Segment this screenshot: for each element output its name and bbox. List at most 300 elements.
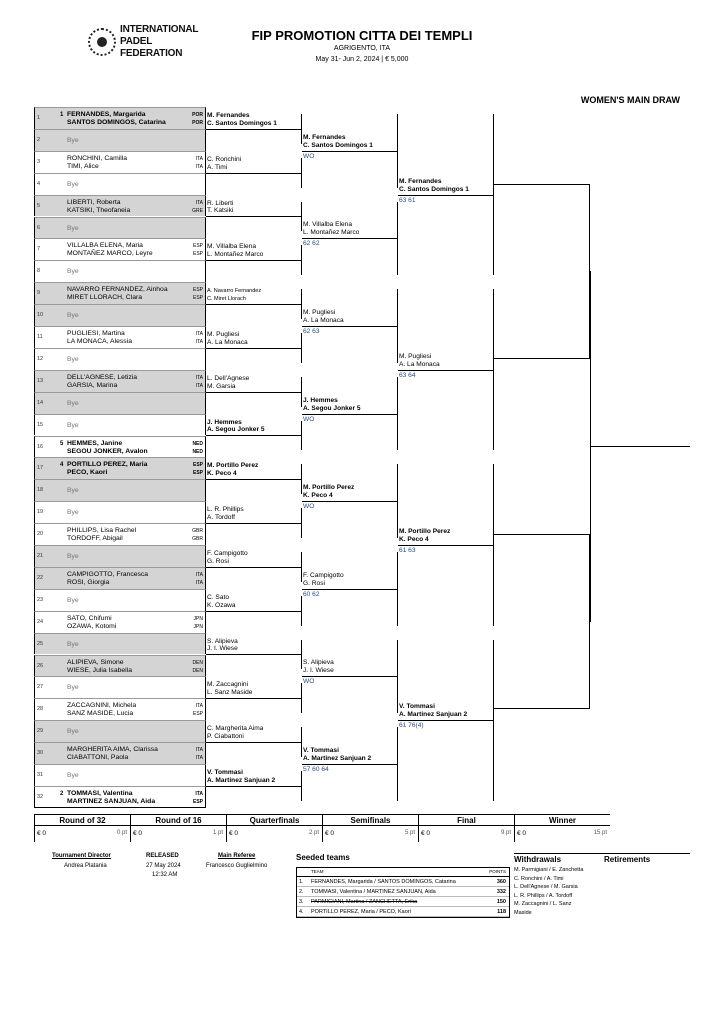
draw-position: 21 xyxy=(37,553,44,559)
country-code: GRE xyxy=(192,207,203,214)
draw-position: 3 xyxy=(37,158,41,165)
player-name: DELL'AGNESE, Letizia xyxy=(67,373,138,381)
team-player: C. Santos Domingos 1 xyxy=(303,141,373,149)
released-time: 12:32 AM xyxy=(152,872,178,878)
team-player: K. Peco 4 xyxy=(303,492,333,500)
team-player: R. Liberti xyxy=(207,199,234,207)
withdrawal-item: Maside xyxy=(514,909,532,916)
draw-row xyxy=(34,545,206,567)
withdrawals xyxy=(514,853,604,917)
round-points: 2 pt xyxy=(308,830,319,836)
team-player: G. Rosi xyxy=(207,557,229,565)
match-score: WO xyxy=(303,152,315,160)
seeded-row xyxy=(297,897,509,907)
sf-match xyxy=(398,464,494,625)
result-line xyxy=(206,654,302,655)
bye-label: Bye xyxy=(67,399,79,407)
draw-row xyxy=(34,304,206,326)
sf-match xyxy=(398,289,494,450)
retirements-title: Retirements xyxy=(604,853,690,864)
qf-match xyxy=(302,727,398,801)
bye-label: Bye xyxy=(67,596,79,604)
player-name: ALIPIEVA, Simone xyxy=(67,658,124,666)
team-player: K. Peco 4 xyxy=(399,535,429,543)
team-player: A. Navarro Fernandez xyxy=(207,288,262,295)
match-score: 57 60 64 xyxy=(303,765,329,773)
seed-team: TOMMASI, Valentina / MARTINEZ SANJUAN, Aida xyxy=(311,889,436,895)
player-name: OZAWA, Kotomi xyxy=(67,622,117,630)
result-line xyxy=(302,676,398,677)
bye-label: Bye xyxy=(67,640,79,648)
team-player: M. Portillo Perez xyxy=(207,462,259,470)
round-name: Winner xyxy=(515,814,610,826)
player-name: TIMI, Alice xyxy=(67,162,99,170)
country-code: GBR xyxy=(192,536,203,543)
r16-match xyxy=(206,155,302,188)
draw-position: 19 xyxy=(37,509,44,516)
draw-row xyxy=(34,348,206,370)
round-name: Quarterfinals xyxy=(227,814,322,826)
player-name: PORTILLO PEREZ, Maria xyxy=(67,461,148,469)
country-code: ITA xyxy=(195,374,203,381)
rounds-bar xyxy=(34,814,690,842)
r16-match xyxy=(206,245,302,275)
team-player: A. Timi xyxy=(207,163,228,171)
withdrawal-item: M. Parmigiani / E. Zanchetta xyxy=(514,867,584,873)
team-player: C. Sato xyxy=(207,593,229,601)
draw-position: 31 xyxy=(37,772,44,778)
bye-label: Bye xyxy=(67,312,79,320)
bye-label: Bye xyxy=(67,355,79,363)
country-code: ITA xyxy=(195,331,203,337)
result-line xyxy=(206,173,302,174)
team-player: T. Katsiki xyxy=(207,207,234,215)
round-prize: € 0 xyxy=(133,830,143,837)
team-player: K. Peco 4 xyxy=(207,470,237,478)
round-name: Semifinals xyxy=(323,814,418,826)
draw-row xyxy=(34,655,206,677)
team-player: A. La Monaca xyxy=(207,338,248,346)
country-code: NED xyxy=(192,440,203,447)
team-player: M. Villalba Elena xyxy=(303,221,352,229)
result-line xyxy=(302,589,398,590)
result-line xyxy=(206,742,302,743)
draw-row xyxy=(34,392,206,414)
player-name: CAMPIGOTTO, Francesca xyxy=(67,570,149,578)
result-line xyxy=(398,720,494,721)
director-name: Andrea Platania xyxy=(64,863,107,869)
round-column xyxy=(514,814,610,842)
draw-title: WOMEN'S MAIN DRAW xyxy=(580,95,680,105)
team-player: C. Margherita Aima xyxy=(207,725,264,733)
draw-position: 25 xyxy=(37,640,44,647)
result-line xyxy=(302,151,398,152)
seed-number: 2 xyxy=(60,790,64,797)
player-name: GARSIA, Marina xyxy=(67,381,118,389)
round-column xyxy=(418,814,514,842)
team-player: G. Rosi xyxy=(303,579,325,587)
draw-row xyxy=(34,611,206,633)
bye-label: Bye xyxy=(67,136,79,144)
team-header: TEAM xyxy=(311,869,324,874)
withdrawal-item: L. Dell'Agnese / M. Garsia xyxy=(514,884,578,890)
withdrawal-item: M. Zaccagnini / L. Sanz xyxy=(514,901,572,907)
country-code: ITA xyxy=(195,571,203,578)
seed-number: 1 xyxy=(60,112,64,118)
country-code: ESP xyxy=(192,295,203,302)
draw-position: 32 xyxy=(37,793,44,800)
match-score: 63 64 xyxy=(399,371,416,379)
referee-name: Francesco Guglielmino xyxy=(206,863,268,869)
team-player: F. Campigotto xyxy=(207,549,248,557)
country-code: ITA xyxy=(195,747,203,754)
team-player: S. Alipieva xyxy=(207,637,238,645)
player-name: PECO, Kaori xyxy=(67,469,108,477)
team-player: V. Tommasi xyxy=(303,746,339,754)
team-player: J. Hemmes xyxy=(207,418,242,426)
team-player: M. Pugliesi xyxy=(303,308,336,316)
result-line xyxy=(206,392,302,393)
team-player: F. Campigotto xyxy=(303,571,344,579)
team-player: M. Pugliesi xyxy=(207,330,240,338)
team-player: V. Tommasi xyxy=(207,768,243,776)
bye-label: Bye xyxy=(67,421,79,429)
sf-match xyxy=(398,114,494,275)
draw-position: 22 xyxy=(37,574,44,581)
seed-team: PARMIGIANI, Martina / ZANCHETTA, Erika xyxy=(311,899,418,905)
team-player: J. I. Wiese xyxy=(207,645,238,653)
released-label: RELEASED xyxy=(146,853,179,859)
result-line xyxy=(206,698,302,699)
team-player: L. Dell'Agnese xyxy=(207,374,250,382)
r16-match xyxy=(206,464,302,494)
round-name: Round of 32 xyxy=(35,814,130,826)
country-code: ITA xyxy=(195,579,203,586)
team-player: C. Santos Domingos 1 xyxy=(207,119,277,127)
seeded-header xyxy=(297,868,509,877)
result-line xyxy=(206,479,302,480)
player-name: SEGOU JONKER, Avalon xyxy=(67,447,148,455)
draw-row xyxy=(34,676,206,698)
r16-match xyxy=(206,637,302,670)
r16-match xyxy=(206,330,302,363)
team-player: S. Alipieva xyxy=(303,659,334,667)
draw-row xyxy=(34,238,206,260)
draw-position: 10 xyxy=(37,312,44,319)
draw-position: 26 xyxy=(37,662,44,669)
player-name: KATSIKI, Theofaneia xyxy=(67,206,131,214)
team-player: A. Segou Jonker 5 xyxy=(207,426,265,434)
country-code: ESP xyxy=(192,251,203,258)
result-line xyxy=(206,435,302,436)
bye-label: Bye xyxy=(67,772,79,779)
draw-row xyxy=(34,282,206,304)
player-name: ROSI, Giorgia xyxy=(67,578,110,586)
draw-position: 12 xyxy=(37,355,44,362)
team-player: M. Fernandes xyxy=(303,133,346,141)
bye-label: Bye xyxy=(67,268,79,276)
draw-row xyxy=(34,633,206,655)
country-code: NED xyxy=(192,448,203,455)
r16-match xyxy=(206,549,302,582)
seed-team: FERNANDES, Margarida / SANTOS DOMINGOS, Catarina xyxy=(311,879,456,885)
team-player: V. Tommasi xyxy=(399,703,435,711)
seed-points: 118 xyxy=(497,909,506,915)
player-name: LIBERTI, Roberta xyxy=(67,198,121,206)
r16-match xyxy=(206,111,302,144)
seeded-title: Seeded teams xyxy=(296,853,350,862)
result-line xyxy=(206,523,302,524)
team-player: M. Fernandes xyxy=(207,111,250,119)
result-line xyxy=(206,129,302,130)
qf-match xyxy=(302,289,398,363)
seed-number: 5 xyxy=(60,440,64,447)
seed-points: 150 xyxy=(496,899,506,905)
ipf-logo xyxy=(88,24,198,66)
draw-row xyxy=(34,457,206,479)
draw-row xyxy=(34,217,206,239)
seeded-row xyxy=(297,877,509,887)
round-name: Round of 16 xyxy=(131,814,226,826)
player-name: HEMMES, Janine xyxy=(67,439,123,447)
team-player: A. Tordoff xyxy=(207,514,235,522)
round-prize: € 0 xyxy=(37,830,47,837)
seed-number: 4 xyxy=(60,462,64,469)
seed-index: 1. xyxy=(299,879,304,885)
draw-position: 23 xyxy=(37,596,44,603)
padel-ball-icon xyxy=(88,28,116,56)
draw-row xyxy=(34,151,206,173)
bye-label: Bye xyxy=(67,684,79,692)
team-player: M. Zaccagnini xyxy=(207,681,249,689)
r16-match xyxy=(206,683,302,713)
country-code: JPN xyxy=(193,615,203,622)
player-name: RONCHINI, Camilla xyxy=(67,154,128,162)
team-player: L. R. Phillips xyxy=(207,506,244,514)
match-score: WO xyxy=(303,503,315,511)
player-name: SANTOS DOMINGOS, Catarina xyxy=(67,119,166,126)
draw-position: 16 xyxy=(37,443,44,450)
player-name: NAVARRO FERNANDEZ, Ainhoa xyxy=(67,286,168,294)
match-score: 61 76(4) xyxy=(399,722,424,730)
country-code: JPN xyxy=(193,623,203,630)
qf-match xyxy=(302,377,398,451)
seed-index: 4. xyxy=(299,909,304,915)
player-name: SANZ MASIDE, Lucia xyxy=(67,710,134,718)
draw-position: 2 xyxy=(37,136,41,143)
winner-line xyxy=(590,446,690,447)
draw-row xyxy=(34,720,206,742)
bye-label: Bye xyxy=(67,509,79,517)
country-code: ITA xyxy=(195,199,203,206)
round-points: 5 pt xyxy=(404,830,415,836)
withdrawal-item: L. R. Phillips / A. Tordoff xyxy=(514,892,573,899)
result-line xyxy=(302,501,398,502)
qf-match xyxy=(302,464,398,538)
round-column xyxy=(226,814,322,842)
points-header: POINTS xyxy=(489,869,506,874)
round-prize: € 0 xyxy=(421,830,431,837)
result-line xyxy=(302,414,398,415)
qf-match xyxy=(302,114,398,188)
team-player: A. Martinez Sanjuan 2 xyxy=(303,754,372,762)
team-player: A. Martinez Sanjuan 2 xyxy=(207,776,276,784)
team-player: M. Garsia xyxy=(207,382,236,390)
logo-text: INTERNATIONAL PADEL FEDERATION xyxy=(120,24,199,59)
team-player: M. Portillo Perez xyxy=(303,484,355,492)
draw-position: 29 xyxy=(37,728,44,735)
released-date: 27 May 2024 xyxy=(146,863,181,869)
r16-match xyxy=(206,418,302,451)
withdrawal-item: C. Ronchini / A. Timi xyxy=(514,875,564,882)
seeded-teams xyxy=(296,853,510,915)
tournament-city: AGRIGENTO, ITA xyxy=(333,45,391,52)
r16-match xyxy=(206,374,302,407)
player-name: SATO, Chifumi xyxy=(67,614,112,622)
player-name: ZACCAGNINI, Michela xyxy=(67,702,137,710)
tournament-dates: May 31- Jun 2, 2024 | € 5,000 xyxy=(315,56,409,63)
draw-row xyxy=(34,567,206,589)
draw-row xyxy=(34,479,206,501)
withdrawals-title: Withdrawals xyxy=(514,853,604,864)
draw-row xyxy=(34,129,206,151)
draw-row xyxy=(34,195,206,217)
result-line xyxy=(398,545,494,546)
result-line xyxy=(206,786,302,787)
r16-match xyxy=(206,508,302,538)
draw-row xyxy=(34,764,206,786)
draw-position: 18 xyxy=(37,487,44,494)
seeded-table xyxy=(296,867,510,918)
team-player: P. Ciabattoni xyxy=(207,733,244,741)
player-name: FERNANDES, Margarida xyxy=(67,111,146,118)
player-name: MARGHERITA AIMA, Clarissa xyxy=(67,746,158,754)
player-name: VILLALBA ELENA, Maria xyxy=(67,242,143,250)
seed-points: 332 xyxy=(496,889,506,895)
bye-label: Bye xyxy=(67,180,79,188)
team-player: A. La Monaca xyxy=(303,316,344,324)
draw-row xyxy=(34,260,206,282)
qf-match xyxy=(302,552,398,626)
result-line xyxy=(206,216,302,217)
draw-position: 30 xyxy=(37,750,44,757)
country-code: GBR xyxy=(192,528,203,535)
draw-row xyxy=(34,414,206,436)
bye-label: Bye xyxy=(67,728,79,736)
draw-row xyxy=(34,173,206,195)
country-code: ITA xyxy=(195,790,203,797)
bye-label: Bye xyxy=(67,553,79,560)
result-line xyxy=(206,260,302,261)
draw-position: 11 xyxy=(37,334,43,340)
draw-row xyxy=(34,370,206,392)
team-player: M. Pugliesi xyxy=(399,352,432,360)
seed-points: 360 xyxy=(496,879,506,885)
draw-row xyxy=(34,326,206,348)
team-player: L. Sanz Maside xyxy=(207,689,253,697)
player-name: WIESE, Julia Isabella xyxy=(67,666,132,674)
r16-match xyxy=(206,593,302,626)
team-player: K. Ozawa xyxy=(207,601,236,609)
draw-position: 9 xyxy=(37,290,41,297)
match-score: 62 62 xyxy=(303,240,320,248)
team-player: J. Hemmes xyxy=(303,396,338,404)
country-code: DEN xyxy=(192,659,203,666)
r16-match xyxy=(206,199,302,232)
draw-position: 17 xyxy=(37,465,44,472)
result-line xyxy=(206,611,302,612)
draw-position: 14 xyxy=(37,399,44,406)
match-score: 63 61 xyxy=(399,196,416,204)
seeded-row xyxy=(297,907,509,917)
country-code: ITA xyxy=(195,703,203,710)
country-code: ITA xyxy=(195,755,203,762)
seed-index: 3. xyxy=(299,899,304,905)
player-name: TORDOFF, Abigail xyxy=(67,535,123,543)
team-player: C. Miret Llorach xyxy=(207,296,246,303)
team-player: A. La Monaca xyxy=(399,360,440,368)
draw-position: 4 xyxy=(37,180,41,187)
r16-match xyxy=(206,289,302,319)
round-prize: € 0 xyxy=(325,830,335,837)
team-player: C. Ronchini xyxy=(207,155,242,163)
team-player: C. Santos Domingos 1 xyxy=(399,185,469,193)
r16-match xyxy=(206,727,302,757)
player-name: MIRET LLORACH, Clara xyxy=(67,294,143,302)
bye-label: Bye xyxy=(67,487,79,495)
draw-position: 5 xyxy=(37,202,41,209)
match-score: 61 63 xyxy=(399,546,416,554)
draw-position: 13 xyxy=(37,377,44,384)
retirements xyxy=(604,853,690,864)
bye-label: Bye xyxy=(67,224,79,232)
country-code: ESP xyxy=(192,462,203,469)
team-player: L. Montañez Marco xyxy=(207,251,264,259)
draw-row xyxy=(34,589,206,611)
country-code: POR xyxy=(192,112,203,118)
round-points: 15 pt xyxy=(593,830,607,836)
team-player: A. Martinez Sanjuan 2 xyxy=(399,711,468,719)
qf-match xyxy=(302,640,398,714)
sf-match xyxy=(398,640,494,801)
round-column xyxy=(322,814,418,842)
round-prize: € 0 xyxy=(229,830,239,837)
final-bracket xyxy=(494,184,590,359)
draw-row xyxy=(34,501,206,523)
match-score: 60 62 xyxy=(303,590,320,598)
country-code: ESP xyxy=(192,798,203,805)
country-code: ESP xyxy=(192,711,203,718)
country-code: ESP xyxy=(192,243,203,250)
tournament-title: FIP PROMOTION CITTA DEI TEMPLI xyxy=(251,28,473,43)
player-name: LA MONACA, Alessia xyxy=(67,338,132,345)
country-code: ITA xyxy=(195,339,203,345)
result-line xyxy=(398,370,494,371)
draw-row xyxy=(34,698,206,720)
draw-position: 7 xyxy=(37,246,41,253)
draw-position: 8 xyxy=(37,268,41,275)
draw-row xyxy=(34,107,206,129)
team-player: M. Portillo Perez xyxy=(399,527,451,535)
round-points: 1 pt xyxy=(212,830,223,836)
country-code: ITA xyxy=(195,163,203,170)
result-line xyxy=(302,764,398,765)
match-score: WO xyxy=(303,415,315,423)
round-name: Final xyxy=(419,814,514,826)
draw-position: 24 xyxy=(37,618,44,625)
draw-position: 6 xyxy=(37,224,41,231)
seeded-row xyxy=(297,887,509,897)
